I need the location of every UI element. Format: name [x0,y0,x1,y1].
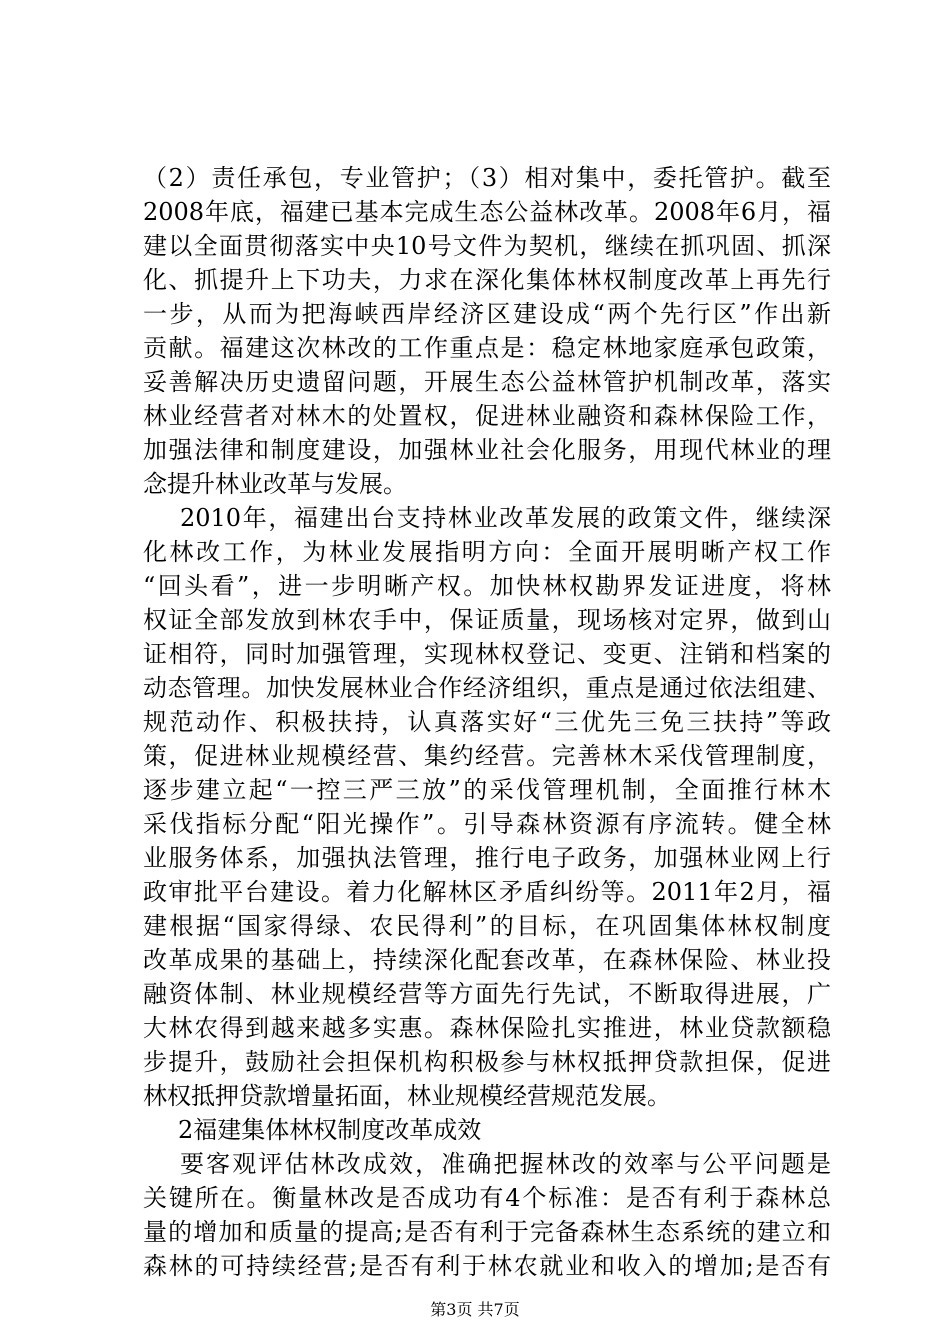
text-line: 采伐指标分配“阳光操作”。引导森林资源有序流转。健全林 [143,810,831,838]
text-line: 建以全面贯彻落实中央10号文件为契机，继续在抓巩固、抓深 [143,232,831,260]
text-line: 权证全部发放到林农手中，保证质量，现场核对定界，做到山 [143,606,831,634]
text-line: 大林农得到越来越多实惠。森林保险扎实推进，林业贷款额稳 [143,1014,831,1042]
text-line: 2010年，福建出台支持林业改革发展的政策文件，继续深 [180,504,831,532]
text-line: 证相符，同时加强管理，实现林权登记、变更、注销和档案的 [143,640,831,668]
text-line: 逐步建立起“一控三严三放”的采伐管理机制，全面推行林木 [143,776,831,804]
text-line: 林权抵押贷款增量拓面，林业规模经营规范发展。 [143,1082,671,1110]
text-line: 加强法律和制度建设，加强林业社会化服务，用现代林业的理 [143,436,831,464]
text-line: 改革成果的基础上，持续深化配套改革，在森林保险、林业投 [143,946,831,974]
text-line: 化、抓提升上下功夫，力求在深化集体林权制度改革上再先行 [143,266,831,294]
text-line: （2）责任承包，专业管护；（3）相对集中，委托管护。截至 [143,164,831,192]
text-line: 规范动作、积极扶持，认真落实好“三优先三免三扶持”等政 [143,708,831,736]
text-line: 妥善解决历史遗留问题，开展生态公益林管护机制改革，落实 [143,368,831,396]
text-line: 量的增加和质量的提高;是否有利于完备森林生态系统的建立和 [143,1218,831,1246]
text-line: “回头看”，进一步明晰产权。加快林权勘界发证进度，将林 [143,572,831,600]
text-line: 一步，从而为把海峡西岸经济区建设成“两个先行区”作出新 [143,300,831,328]
text-line: 要客观评估林改成效，准确把握林改的效率与公平问题是 [180,1150,831,1178]
text-line: 关键所在。衡量林改是否成功有4个标准：是否有利于森林总 [143,1184,831,1212]
section-heading: 2福建集体林权制度改革成效 [178,1116,482,1144]
page-number-footer: 第3页 共7页 [430,1300,520,1319]
text-line: 业服务体系，加强执法管理，推行电子政务，加强林业网上行 [143,844,831,872]
text-line: 动态管理。加快发展林业合作经济组织，重点是通过依法组建、 [143,674,831,702]
text-line: 森林的可持续经营;是否有利于林农就业和收入的增加;是否有 [143,1252,831,1280]
text-line: 策，促进林业规模经营、集约经营。完善林木采伐管理制度， [143,742,831,770]
text-line: 政审批平台建设。着力化解林区矛盾纠纷等。2011年2月，福 [143,878,831,906]
text-line: 建根据“国家得绿、农民得利”的目标，在巩固集体林权制度 [143,912,831,940]
text-line: 步提升，鼓励社会担保机构积极参与林权抵押贷款担保，促进 [143,1048,831,1076]
text-line: 化林改工作，为林业发展指明方向：全面开展明晰产权工作 [143,538,831,566]
text-line: 林业经营者对林木的处置权，促进林业融资和森林保险工作， [143,402,831,430]
text-line: 2008年底，福建已基本完成生态公益林改革。2008年6月，福 [143,198,831,226]
text-line: 念提升林业改革与发展。 [143,470,407,498]
text-line: 贡献。福建这次林改的工作重点是：稳定林地家庭承包政策， [143,334,831,362]
text-line: 融资体制、林业规模经营等方面先行先试，不断取得进展，广 [143,980,831,1008]
